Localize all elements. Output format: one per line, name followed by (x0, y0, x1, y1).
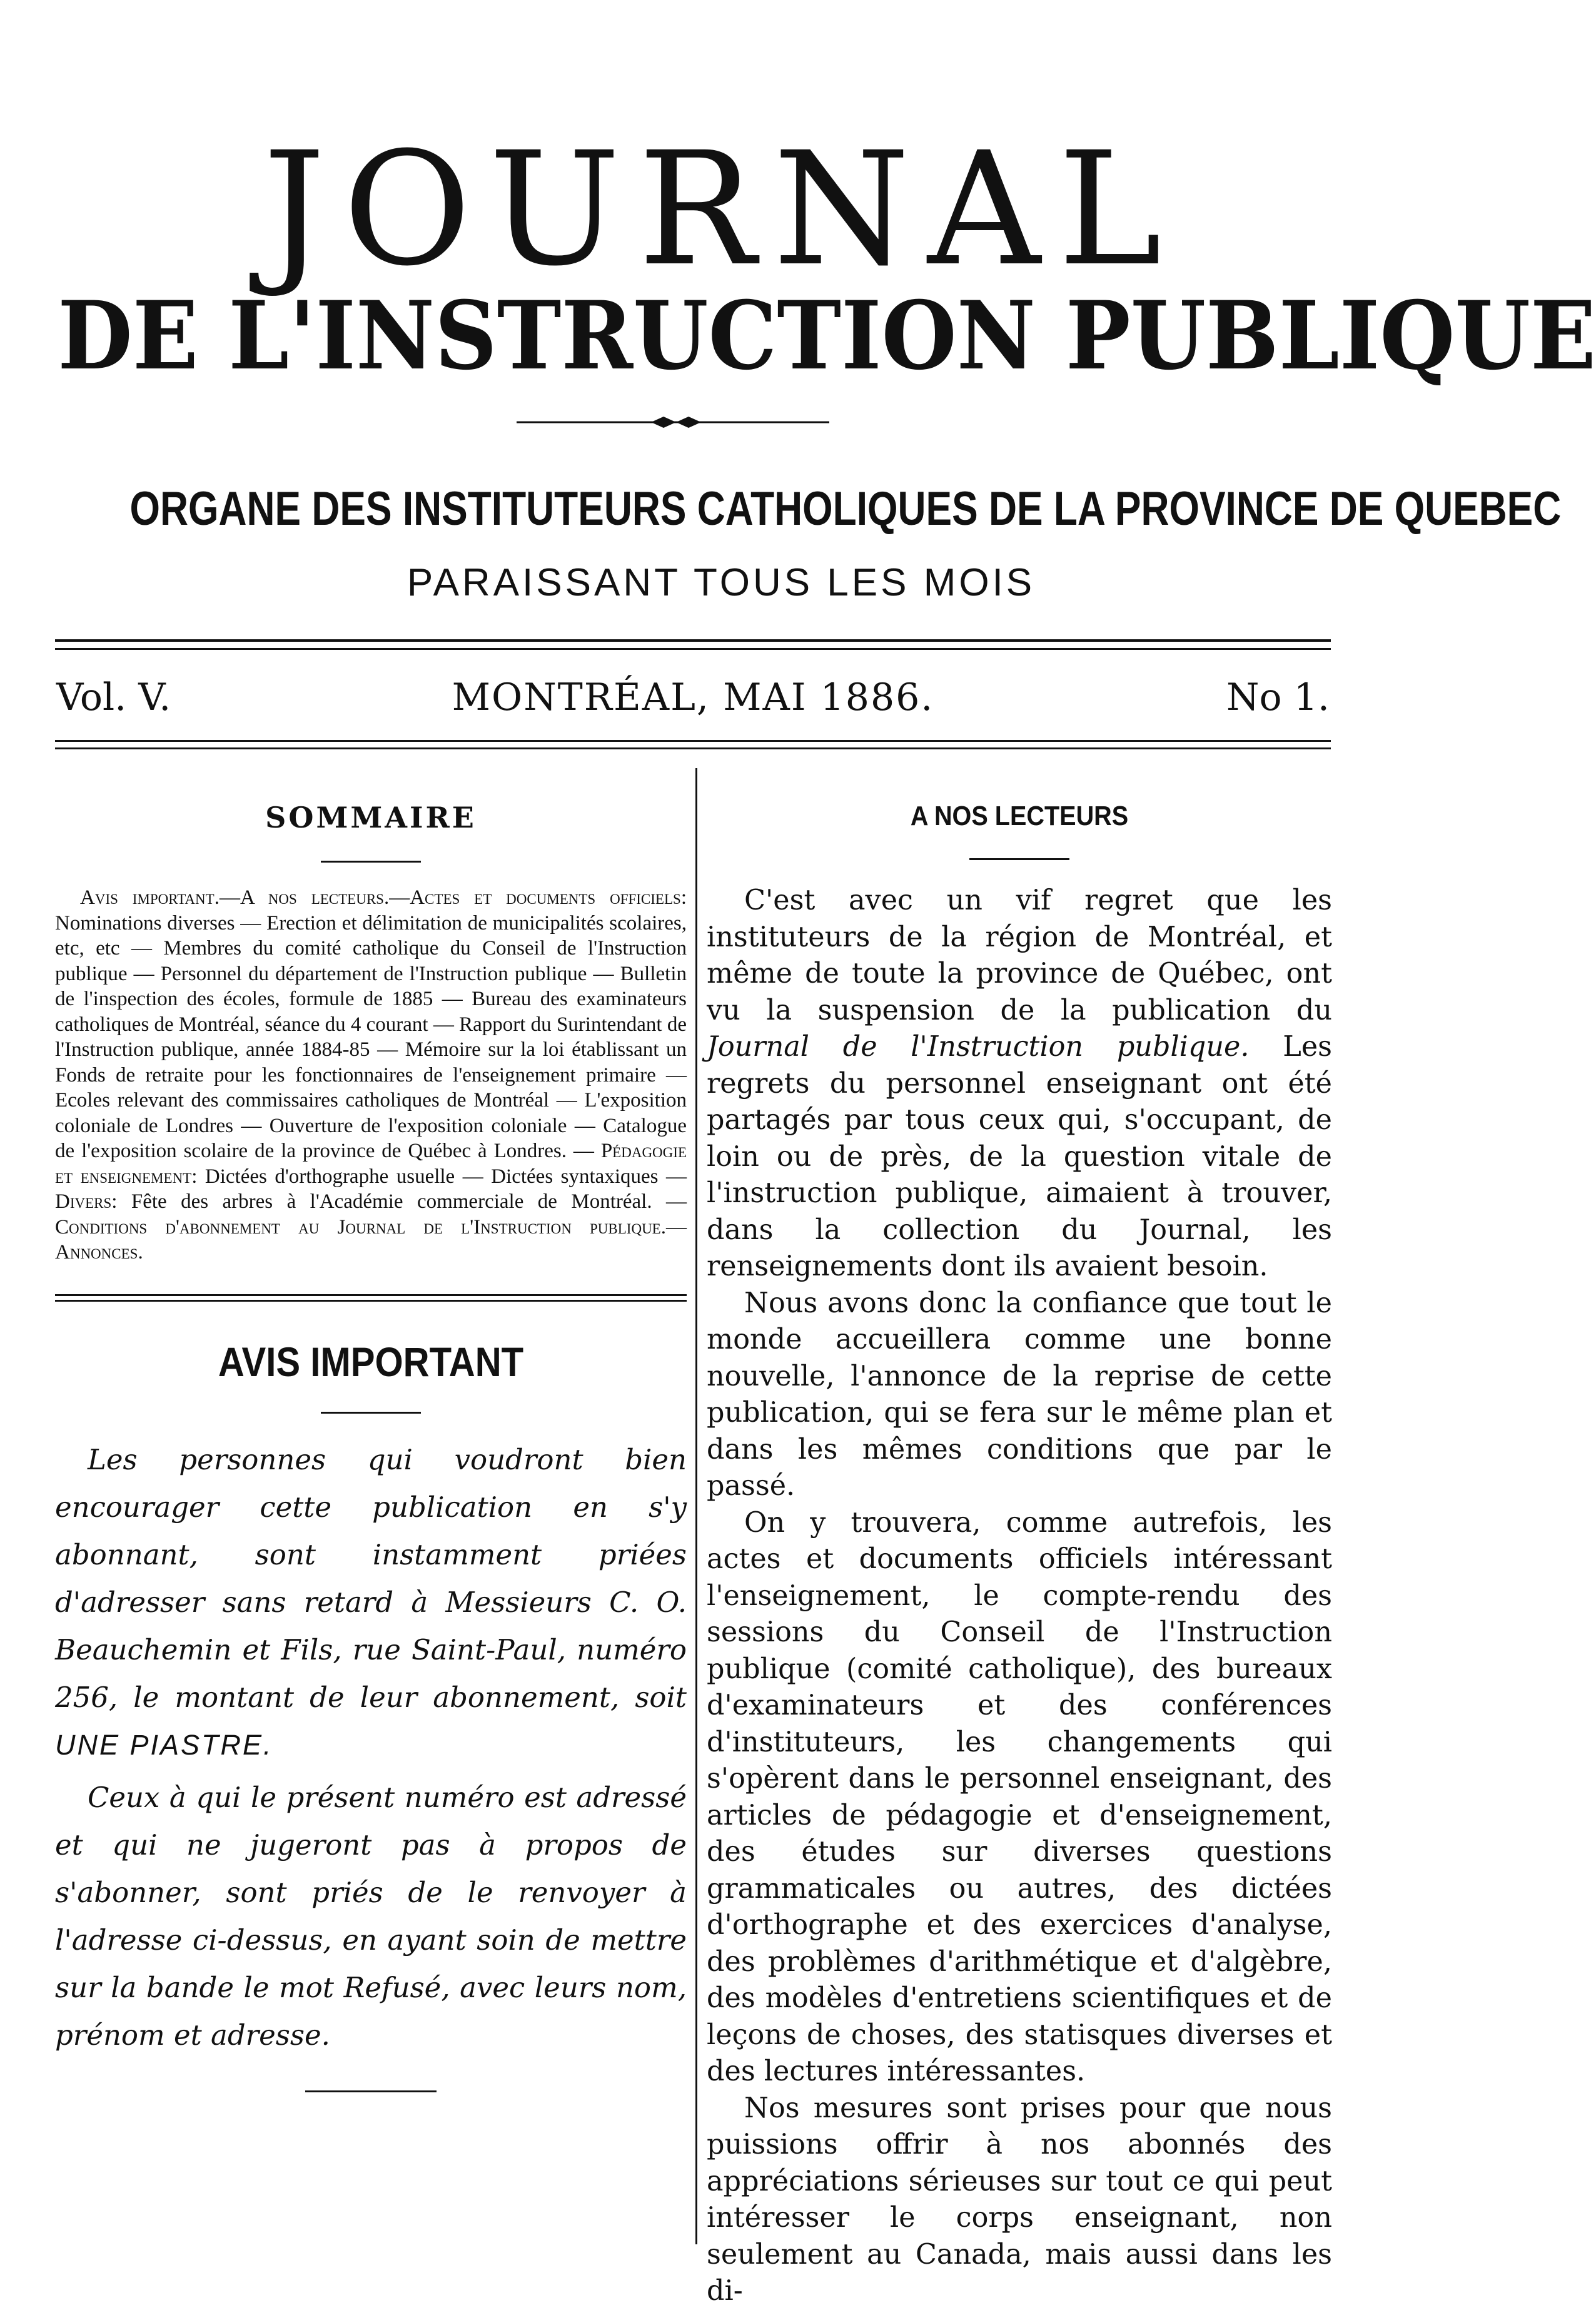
top-rule-2 (55, 648, 1331, 650)
column-divider (695, 768, 697, 2244)
volume-label: Vol. V. (56, 676, 171, 719)
sommaire-part-1: Avis important.—A nos lecteurs.—Actes et documents officiels: (80, 886, 687, 909)
left-column (55, 801, 687, 2092)
sommaire-rule (321, 861, 421, 863)
sommaire-part-3: Pédagogie et enseignement: (55, 1140, 687, 1188)
lecteurs-rule (969, 858, 1069, 860)
right-column (707, 801, 1332, 2310)
sommaire-title: SOMMAIRE (265, 801, 477, 834)
lecteurs-p1-a: C'est avec un vif regret que les instituteurs de la région de Montréal, et même de toute la province de Québec, ont vu la suspension de la publication du (707, 884, 1332, 1026)
lecteurs-paragraph-3: On y trouvera, comme autrefois, les actes et documents officiels intéressant l'enseignement, le compte-rendu des sessions du Conseil de l'Instruction publique (comité catholique), des bureaux d'examinateurs et des conférences d'instituteurs, les changements qui s'opèrent dans le personnel enseignant, des articles de pédagogie et d'enseignement, des études sur diverses questions grammaticales ou autres, des dictées d'orthographe et des exercices d'analyse, des problèmes d'arithmétique et d'algèbre, des modèles d'entretiens scientifiques et de leçons de choses, des statisques diverses et des lectures intéressantes. (707, 1506, 1332, 2087)
sommaire-part-7: Conditions d'abonnement au Journal de l'Instruction publique.— Annonces. (55, 1215, 687, 1264)
ornament-divider (517, 413, 829, 432)
journal-subtitle: DE L'INSTRUCTION PUBLIQUE (58, 281, 1596, 391)
journal-title: JOURNAL (263, 118, 1179, 300)
issue-rule-2 (55, 747, 1331, 749)
avis-end-rule (305, 2090, 437, 2092)
avis-rule (321, 1412, 421, 1414)
issue-line (55, 676, 1331, 726)
lecteurs-p1-c: Les regrets du personnel enseignant ont été partagés par tous ceux qui, s'occupant, de loin ou de près, de la question vitale de l'instruction publique, aimaient à trouver, dans la collection du Journal, les renseignements dont ils avaient besoin. (707, 1031, 1332, 1282)
issue-number: No 1. (1226, 676, 1330, 719)
avis-title: AVIS IMPORTANT (218, 1338, 524, 1385)
avis-text-1: Les personnes qui voudront bien encourager cette publication en s'y abonnant, sont instamment priées d'adresser sans retard à Messieurs C. O. Beauchemin et Fils, rue Saint-Paul, numéro 256, le montant de leur abonnement, soit (55, 1442, 687, 1714)
sommaire-part-5: Divers: (55, 1190, 118, 1213)
lecteurs-paragraph-1 (707, 883, 1332, 1285)
sommaire-part-6: Fête des arbres à l'Académie commerciale de Montréal. — (117, 1190, 687, 1213)
frequency-line: PARAISSANT TOUS LES MOIS (407, 561, 1036, 604)
lecteurs-paragraph-4: Nos mesures sont prises pour que nous puissions offrir à nos abonnés des appréciations sérieuses sur tout ce qui peut intéresser le corps enseignant, non seulement au Canada, mais aussi dans les di- (707, 2092, 1332, 2307)
top-rule-1 (55, 639, 1331, 642)
lecteurs-journal-name: Journal de l'Instruction publique. (707, 1031, 1250, 1063)
sommaire-part-2: Nominations diverses — Erection et délimitation de municipalités scolaires, etc, etc — Membres du comité catholique du Conseil de l'Instruction publique — Personnel du département de l'Instruction publique — Bulletin de l'inspection des écoles, formule de 1885 — Bureau des examinateurs catholiques de Montréal, séance du 4 courant — Rapport du Surintendant de l'Instruction publique, année 1884-85 — Mémoire sur la loi établissant un Fonds de retraite pour les fonctionnaires de l'enseignement primaire — Ecoles relevant des commissaires catholiques de Montréal — L'exposition coloniale de Londres — Ouverture de l'exposition coloniale — Catalogue de l'exposition scolaire de la province de Québec à Londres. — (55, 911, 687, 1162)
sommaire-body (55, 885, 687, 1265)
lecteurs-title: A NOS LECTEURS (910, 801, 1129, 831)
sommaire-end-rule (55, 1294, 687, 1302)
avis-paragraph-2: Ceux à qui le présent numéro est adressé et qui ne jugeront pas à propos de s'abonner, sont priés de le renvoyer à l'adresse ci-dessus, en ayant soin de mettre sur la bande le mot Refusé, avec leurs nom, prénom et adresse. (55, 1780, 687, 2052)
avis-paragraph-1 (55, 1436, 687, 1769)
sommaire-part-4: Dictées d'orthographe usuelle — Dictées syntaxiques — (197, 1165, 687, 1188)
avis-price: UNE PIASTRE. (55, 1728, 273, 1761)
lecteurs-paragraph-2: Nous avons donc la confiance que tout le monde accueillera comme une bonne nouvelle, l'annonce de la reprise de cette publication, qui se fera sur le même plan et dans les mêmes conditions que par le passé. (707, 1287, 1332, 1502)
organe-line: ORGANE DES INSTITUTEURS CATHOLIQUES DE LA PROVINCE DE QUEBEC (129, 482, 1562, 535)
issue-rule-1 (55, 740, 1331, 742)
place-date: MONTRÉAL, MAI 1886. (452, 676, 934, 719)
